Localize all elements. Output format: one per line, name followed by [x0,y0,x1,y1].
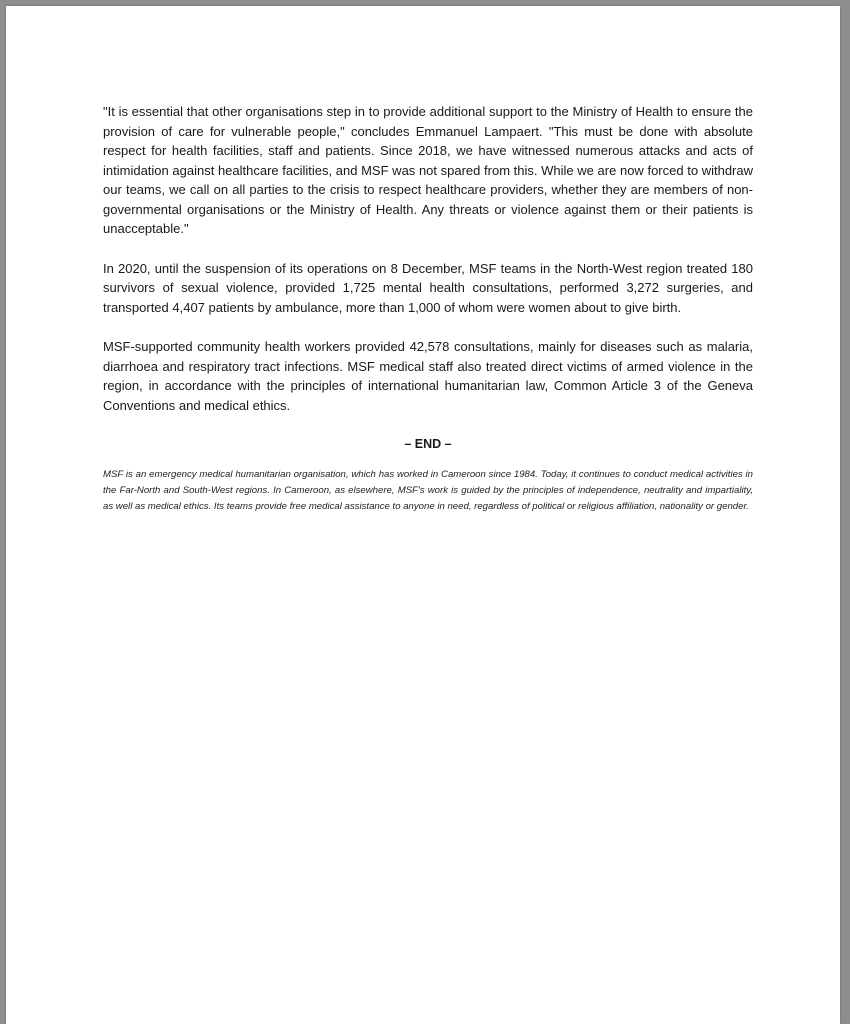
document-page [6,6,840,1024]
page-content [103,102,753,515]
organisation-note: MSF is an emergency medical humanitarian organisation, which has worked in Cameroon since 1984. Today, it continues to conduct medical activities in the Far-North and South-West regions. In Cameroon, as elsewhere, MSF's work is guided by the principles of independence, neutrality and impartiality, as well as medical ethics. Its teams provide free medical assistance to anyone in need, regardless of political or religious affiliation, nationality or gender. [103,469,753,512]
paragraph-community-health: MSF-supported community health workers provided 42,578 consultations, mainly for diseases such as malaria, diarrhoea and respiratory tract infections. MSF medical staff also treated direct victims of armed violence in the region, in accordance with the principles of international humanitarian law, Common Article 3 of the Geneva Conventions and medical ethics. [103,339,753,413]
paragraph-quote: "It is essential that other organisations step in to provide additional support to the Ministry of Health to ensure the provision of care for vulnerable people," concludes Emmanuel Lampaert. "This must be done with absolute respect for health facilities, staff and patients. Since 2018, we have witnessed numerous attacks and acts of intimidation against healthcare facilities, and MSF was not spared from this. While we are now forced to withdraw our teams, we call on all parties to the crisis to respect healthcare providers, whether they are members of non-governmental organisations or the Ministry of Health. Any threats or violence against them or their patients is unacceptable." [103,104,753,236]
paragraph-2020-activities: In 2020, until the suspension of its operations on 8 December, MSF teams in the North-West region treated 180 survivors of sexual violence, provided 1,725 mental health consultations, performed 3,272 surgeries, and transported 4,407 patients by ambulance, more than 1,000 of whom were women about to give birth. [103,260,753,315]
end-marker: – END – [404,437,452,451]
